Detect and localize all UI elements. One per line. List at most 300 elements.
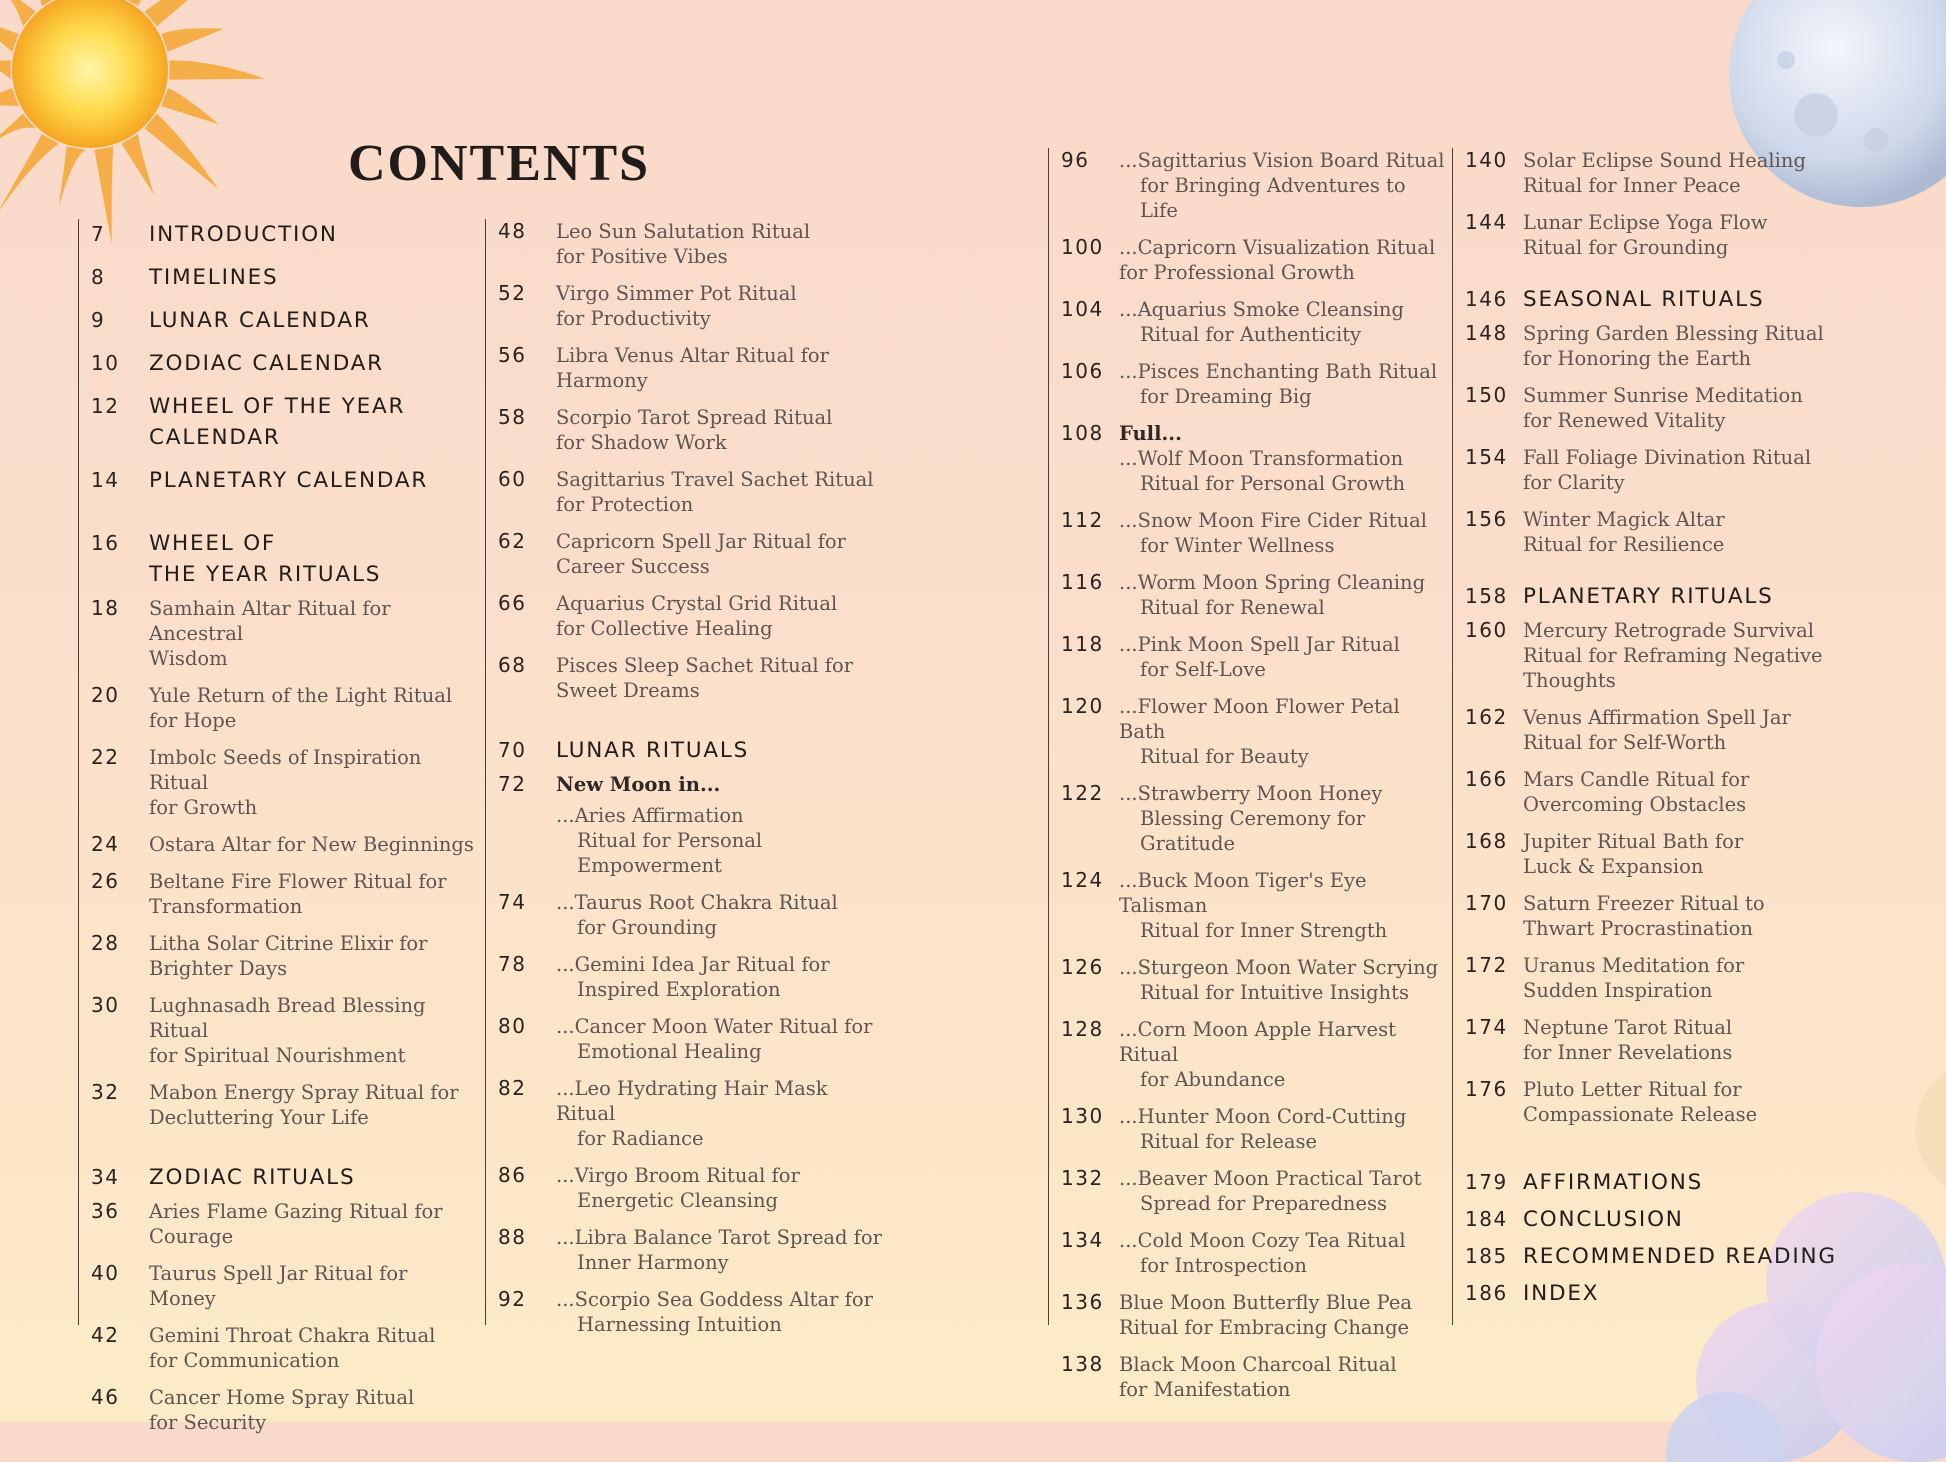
entry-title-line: ZODIAC RITUALS [149,1165,356,1190]
toc-entry [1049,1104,1449,1154]
toc-entry [79,1080,479,1130]
entry-title-line: Ritual for Resilience [1523,533,1725,556]
entry-title [556,529,846,579]
page-number: 66 [498,591,527,615]
toc-entry [486,1076,886,1151]
entry-title-line: Ritual for Inner Peace [1523,174,1741,197]
toc-entry [79,745,479,820]
entry-title [1119,694,1449,769]
page-number: 24 [91,832,120,856]
page-number: 122 [1061,781,1104,805]
toc-entry [1453,891,1873,941]
page-number: 16 [91,531,120,555]
entry-title [1119,1166,1421,1216]
entry-title-line: ...Beaver Moon Practical Tarot [1119,1167,1422,1190]
entry-title [1523,507,1725,557]
toc-entry [486,467,886,517]
toc-entry [486,772,886,797]
entry-title-line: for Renewed Vitality [1523,409,1726,432]
toc-entry [1453,705,1873,755]
entry-title [149,1323,435,1373]
toc-entry [79,1323,479,1373]
entry-title-line: ...Pink Moon Spell Jar Ritual [1119,633,1400,656]
toc-entry [1049,1352,1449,1402]
page-number: 9 [91,308,106,332]
entry-title [1523,210,1768,260]
toc-entry [79,1199,479,1249]
toc-entry [79,596,479,671]
toc-entry [1453,321,1873,371]
entry-title [556,1014,872,1064]
page-number: 179 [1465,1170,1508,1194]
entry-title-line: New Moon in... [556,773,721,796]
toc-column-3 [1048,148,1449,1401]
entry-title-line: Spread for Preparedness [1140,1192,1388,1215]
entry-title-line: Yule Return of the Light Ritual [149,684,453,707]
page-number: 158 [1465,584,1508,608]
entry-title-line: Ritual for Self-Worth [1523,731,1727,754]
entry-title-line: PLANETARY CALENDAR [149,468,429,493]
entry-title-line: for Spiritual Nourishment [149,1044,406,1067]
toc-entry [486,803,886,878]
entry-title-line: PLANETARY RITUALS [1523,584,1774,609]
entry-title [1523,829,1743,879]
toc-entry [1453,148,1873,198]
page-number: 176 [1465,1077,1508,1101]
page-number: 184 [1465,1207,1508,1231]
entry-title [149,596,479,671]
entry-title-line: Harnessing Intuition [577,1313,782,1336]
entry-title-line: for Positive Vibes [556,245,728,268]
entry-title-line: ...Flower Moon Flower Petal Bath [1119,695,1400,743]
toc-section-heading [79,391,479,453]
entry-title-line: Pisces Sleep Sachet Ritual for [556,654,854,677]
entry-title [1119,235,1435,285]
entry-title [149,1199,443,1249]
entry-title-line: Wisdom [149,647,228,670]
entry-title-line: Pluto Letter Ritual for [1523,1078,1742,1101]
toc-column-2 [485,219,886,1336]
page-number: 126 [1061,955,1104,979]
entry-title [149,832,474,857]
toc-entry [1049,1228,1449,1278]
entry-title-line: Thoughts [1523,669,1616,692]
toc-entry [486,1287,886,1337]
page-number: 130 [1061,1104,1104,1128]
entry-title [1119,781,1382,856]
entry-title-line: Sudden Inspiration [1523,979,1713,1002]
entry-title-line: INDEX [1523,1281,1600,1306]
entry-title [556,591,837,641]
entry-title-line: INTRODUCTION [149,222,338,247]
page-number: 170 [1465,891,1508,915]
page-number: 74 [498,890,527,914]
page-number: 186 [1465,1281,1508,1305]
entry-title-line: Overcoming Obstacles [1523,793,1747,816]
entry-title-line: Spring Garden Blessing Ritual [1523,322,1824,345]
page-number: 124 [1061,868,1104,892]
entry-title-line: Ritual for Beauty [1140,745,1309,768]
page-number: 134 [1061,1228,1104,1252]
entry-title-line: Mercury Retrograde Survival [1523,619,1814,642]
entry-title-line: Libra Venus Altar Ritual for [556,344,829,367]
entry-title-line: Scorpio Tarot Spread Ritual [556,406,833,429]
entry-title-line: Full... [1119,422,1182,445]
entry-title [149,465,428,496]
toc-entry [486,1225,886,1275]
entry-title-line: for Self-Love [1140,658,1266,681]
entry-title-line: Compassionate Release [1523,1103,1758,1126]
toc-entry [1453,210,1873,260]
page-number: 174 [1465,1015,1508,1039]
toc-entry [486,952,886,1002]
toc-entry [486,219,886,269]
entry-title-line: SEASONAL RITUALS [1523,287,1765,312]
toc-entry [486,529,886,579]
toc-entry [1049,781,1449,856]
entry-title [149,1080,459,1130]
entry-title-line: Litha Solar Citrine Elixir for [149,932,428,955]
entry-title [556,281,797,331]
entry-title-line: Summer Sunrise Meditation [1523,384,1803,407]
entry-title-line: for Honoring the Earth [1523,347,1752,370]
page-number: 138 [1061,1352,1104,1376]
entry-title [1523,1077,1757,1127]
page-number: 150 [1465,383,1508,407]
entry-title [1119,421,1182,446]
page-number: 30 [91,993,120,1017]
entry-title-line: Transformation [149,895,303,918]
toc-entry [79,683,479,733]
toc-section-heading [79,528,479,590]
entry-title-line: ...Leo Hydrating Hair Mask Ritual [556,1077,828,1125]
entry-title [1119,297,1404,347]
entry-title-line: Ritual for Grounding [1523,236,1729,259]
entry-title-line: Empowerment [577,854,722,877]
toc-column-1 [78,219,479,1434]
entry-title-line: RECOMMENDED READING [1523,1244,1837,1269]
page-number: 20 [91,683,120,707]
entry-title-line: for Clarity [1523,471,1625,494]
entry-title-line: for Radiance [577,1127,704,1150]
page-number: 52 [498,281,527,305]
page-number: 154 [1465,445,1508,469]
entry-title-line: Ritual for Reframing Negative [1523,644,1823,667]
entry-title-line: for Protection [556,493,694,516]
toc-entry [1049,570,1449,620]
page-number: 70 [498,738,527,762]
entry-title-line: ...Virgo Broom Ritual for [556,1164,800,1187]
toc-section-heading [79,1162,479,1193]
entry-title [1523,148,1806,198]
toc-entry [1453,445,1873,495]
page-number: 58 [498,405,527,429]
entry-title-line: ...Worm Moon Spring Cleaning [1119,571,1426,594]
page-number: 96 [1061,148,1090,172]
entry-title-line: Saturn Freezer Ritual to [1523,892,1765,915]
toc-entry [1453,383,1873,433]
entry-title [149,219,338,250]
entry-title [149,262,278,293]
sun-illustration [0,0,270,250]
page-number: 172 [1465,953,1508,977]
page-number: 106 [1061,359,1104,383]
toc-entry [79,1261,479,1311]
entry-title [1119,570,1425,620]
page-number: 12 [91,394,120,418]
entry-title-line: Leo Sun Salutation Ritual [556,220,811,243]
entry-title-line: Gemini Throat Chakra Ritual [149,1324,436,1347]
entry-title-line: Mabon Energy Spray Ritual for [149,1081,459,1104]
toc-section-heading [79,262,479,293]
page-number: 7 [91,222,106,246]
toc-section-heading [1453,1204,1873,1235]
entry-title-line: CALENDAR [149,425,281,450]
entry-title [149,348,384,379]
page-number: 112 [1061,508,1104,532]
entry-title [1523,953,1744,1003]
toc-entry [1453,953,1873,1003]
page-number: 185 [1465,1244,1508,1268]
entry-title [1119,632,1400,682]
toc-entry [1049,235,1449,285]
page-number: 56 [498,343,527,367]
toc-entry [1049,297,1449,347]
entry-title-line: ...Snow Moon Fire Cider Ritual [1119,509,1428,532]
toc-entry [1049,868,1449,943]
entry-title-line: Winter Magick Altar [1523,508,1725,531]
toc-section-heading [79,465,479,496]
entry-title [1119,1352,1397,1402]
entry-title [556,343,829,393]
page-number: 18 [91,596,120,620]
page-title: CONTENTS [348,135,651,192]
entry-title [149,391,405,453]
entry-title [1119,1290,1412,1340]
entry-title-line: for Security [149,1411,267,1434]
page-number: 46 [91,1385,120,1409]
entry-title [1523,1015,1732,1065]
toc-column-4 [1452,148,1873,1325]
entry-title-line: Venus Affirmation Spell Jar [1523,706,1791,729]
toc-entry [1453,767,1873,817]
page-number: 116 [1061,570,1104,594]
toc-entry [486,890,886,940]
entry-title-line: Blue Moon Butterfly Blue Pea [1119,1291,1412,1314]
entry-title-line: for Productivity [556,307,711,330]
entry-title-line: Emotional Healing [577,1040,762,1063]
entry-title-line: TIMELINES [149,265,279,290]
entry-title [1523,321,1824,371]
entry-title [556,405,832,455]
toc-entry [486,405,886,455]
page-number: 132 [1061,1166,1104,1190]
entry-title [149,305,371,336]
entry-title [556,1076,886,1151]
entry-title-line: Imbolc Seeds of Inspiration Ritual [149,746,422,794]
entry-title [556,772,720,797]
entry-title-line: Jupiter Ritual Bath for [1523,830,1744,853]
page-number: 160 [1465,618,1508,642]
entry-title [1523,1204,1684,1235]
entry-title-line: WHEEL OF THE YEAR [149,394,406,419]
entry-title-line: Cancer Home Spray Ritual [149,1386,415,1409]
entry-title [556,803,762,878]
entry-title-line: Blessing Ceremony for [1140,807,1366,830]
entry-title-line: LUNAR RITUALS [556,738,750,763]
entry-title [1523,1167,1703,1198]
page-number: 32 [91,1080,120,1104]
entry-title [1523,1241,1837,1272]
entry-title-line: LUNAR CALENDAR [149,308,371,333]
page-number: 72 [498,772,527,796]
page-number: 34 [91,1165,120,1189]
entry-title [556,1287,873,1337]
entry-title-line: Beltane Fire Flower Ritual for [149,870,447,893]
entry-title-line: Courage [149,1225,234,1248]
entry-title [149,869,447,919]
entry-title [556,467,873,517]
entry-title-line: ...Aquarius Smoke Cleansing [1119,298,1404,321]
entry-title-line: Capricorn Spell Jar Ritual for [556,530,846,553]
page-number: 168 [1465,829,1508,853]
entry-title [1119,1228,1406,1278]
page-number: 80 [498,1014,527,1038]
entry-title-line: THE YEAR RITUALS [149,562,382,587]
page-number: 8 [91,265,106,289]
toc-entry [1049,1166,1449,1216]
entry-title [1523,1278,1599,1309]
entry-title [556,1163,800,1213]
toc-entry [1049,1290,1449,1340]
entry-title-line: for Bringing Adventures to Life [1140,174,1406,222]
page-number: 140 [1465,148,1508,172]
page-number: 40 [91,1261,120,1285]
entry-title [1119,148,1449,223]
entry-title [556,952,830,1002]
entry-title-line: ...Gemini Idea Jar Ritual for [556,953,830,976]
entry-title-line: Ritual for Personal [577,829,763,852]
entry-title-line: Ritual for Inner Strength [1140,919,1388,942]
entry-title-line: Gratitude [1140,832,1236,855]
entry-title [149,745,479,820]
page-number: 92 [498,1287,527,1311]
entry-title-line: Samhain Altar Ritual for Ancestral [149,597,391,645]
entry-title-line: ...Scorpio Sea Goddess Altar for [556,1288,873,1311]
entry-title-line: Ritual for Authenticity [1140,323,1362,346]
entry-title-line: ...Wolf Moon Transformation [1119,447,1404,470]
entry-title [1523,581,1774,612]
entry-title-line: Thwart Procrastination [1523,917,1753,940]
toc-section-heading [79,305,479,336]
entry-title-line: for Hope [149,709,237,732]
toc-entry [79,869,479,919]
entry-title-line: for Communication [149,1349,340,1372]
entry-title-line: Ritual for Intuitive Insights [1140,981,1409,1004]
page-number: 60 [498,467,527,491]
entry-title [1523,891,1765,941]
toc-entry [79,1385,479,1435]
entry-title-line: for Dreaming Big [1140,385,1312,408]
toc-entry [1049,359,1449,409]
entry-title-line: Aries Flame Gazing Ritual for [149,1200,443,1223]
entry-title [1119,955,1438,1005]
entry-title-line: Brighter Days [149,957,288,980]
entry-title-line: Ritual for Embracing Change [1119,1316,1410,1339]
page-number: 14 [91,468,120,492]
page-number: 108 [1061,421,1104,445]
toc-entry [1453,618,1873,693]
entry-title [556,735,749,766]
entry-title [1523,383,1803,433]
toc-entry [1453,1015,1873,1065]
entry-title-line: Ritual for Personal Growth [1140,472,1406,495]
page-number: 68 [498,653,527,677]
entry-title [1523,284,1764,315]
toc-entry [79,931,479,981]
toc-entry [1049,148,1449,223]
entry-title-line: Ritual for Release [1140,1130,1318,1153]
entry-title [149,1162,355,1193]
entry-title [149,683,452,733]
page-number: 36 [91,1199,120,1223]
entry-title-line: ZODIAC CALENDAR [149,351,384,376]
entry-title-line: for Winter Wellness [1140,534,1335,557]
toc-entry [1049,632,1449,682]
entry-title [1119,1104,1406,1154]
entry-title-line: Neptune Tarot Ritual [1523,1016,1733,1039]
entry-title-line: ...Strawberry Moon Honey [1119,782,1383,805]
toc-entry [1453,507,1873,557]
page-number: 22 [91,745,120,769]
entry-title-line: Ritual for Renewal [1140,596,1325,619]
page-number: 146 [1465,287,1508,311]
entry-title-line: Fall Foliage Divination Ritual [1523,446,1812,469]
toc-entry [1453,829,1873,879]
entry-title-line: CONCLUSION [1523,1207,1684,1232]
entry-title-line: ...Corn Moon Apple Harvest Ritual [1119,1018,1396,1066]
entry-title-line: for Abundance [1140,1068,1286,1091]
entry-title-line: ...Cold Moon Cozy Tea Ritual [1119,1229,1406,1252]
page-number: 128 [1061,1017,1104,1041]
entry-title-line: Virgo Simmer Pot Ritual [556,282,797,305]
entry-title-line: Career Success [556,555,710,578]
entry-title-line: ...Libra Balance Tarot Spread for [556,1226,882,1249]
page-number: 28 [91,931,120,955]
toc-section-heading [1453,581,1873,612]
entry-title [149,993,479,1068]
page-number: 10 [91,351,120,375]
toc-entry [486,1014,886,1064]
page-number: 166 [1465,767,1508,791]
toc-section-heading [79,348,479,379]
toc-entry [1049,421,1449,446]
entry-title [149,931,427,981]
entry-title [556,890,838,940]
entry-title-line: ...Sagittarius Vision Board Ritual [1119,149,1445,172]
page-number: 26 [91,869,120,893]
entry-title-line: Solar Eclipse Sound Healing [1523,149,1806,172]
page-number: 82 [498,1076,527,1100]
toc-section-heading [1453,1278,1873,1309]
page-number: 136 [1061,1290,1104,1314]
toc-entry [1049,955,1449,1005]
toc-entry [79,993,479,1068]
toc-entry [486,591,886,641]
toc-entry [79,832,479,857]
page-number: 78 [498,952,527,976]
entry-title [1119,446,1405,496]
